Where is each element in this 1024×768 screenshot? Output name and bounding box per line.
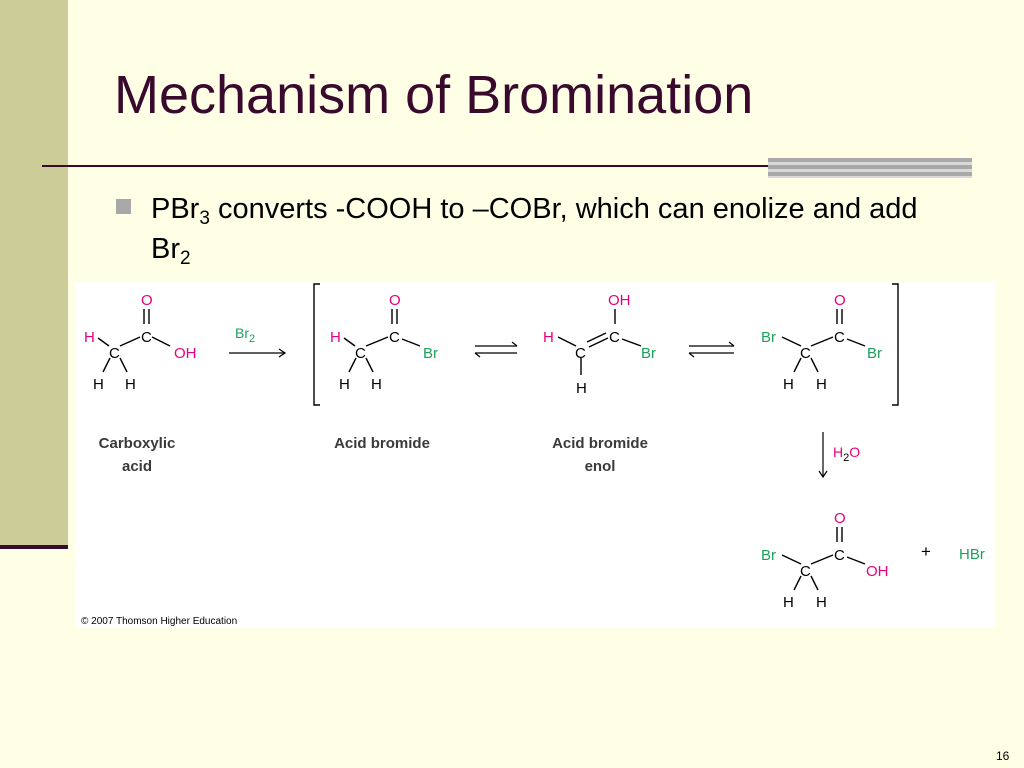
atom-o: O (389, 292, 401, 309)
atom-h: H (93, 376, 104, 393)
atom-oh: OH (866, 563, 889, 580)
caption-carboxylic-acid: Carboxylic (98, 435, 176, 452)
product-hbr: HBr (959, 546, 985, 563)
atom-br: Br (867, 345, 882, 362)
atom-br: Br (761, 547, 776, 564)
slide-title: Mechanism of Bromination (114, 65, 754, 125)
reagent-o: O (849, 444, 861, 460)
title-accent-stripes (768, 158, 972, 178)
reagent-h: H (833, 444, 844, 460)
bullet-part: PBr (151, 193, 200, 225)
atom-c: C (575, 345, 586, 362)
atom-h: H (816, 376, 827, 393)
atom-c: C (141, 329, 152, 346)
bromination-mechanism-figure (75, 282, 995, 628)
atom-h: H (84, 329, 95, 346)
atom-h: H (339, 376, 350, 393)
bullet-subscript: 2 (180, 248, 191, 269)
caption-carboxylic-acid-line2: acid (121, 458, 153, 475)
atom-oh: OH (174, 345, 197, 362)
reagent-br: Br (235, 325, 249, 341)
caption-acid-bromide-enol-line2: enol (584, 458, 616, 475)
atom-c: C (834, 329, 845, 346)
caption-acid-bromide-enol: Acid bromide (552, 435, 648, 452)
atom-br: Br (641, 345, 656, 362)
atom-o: O (834, 292, 846, 309)
page-number: 16 (996, 749, 1010, 763)
left-decorative-bar (0, 0, 68, 545)
reaction-arrows (229, 342, 827, 477)
atom-c: C (800, 563, 811, 580)
atom-o: O (834, 510, 846, 527)
bullet-part: converts -COOH to –COBr, which can enolize and add Br (151, 193, 918, 265)
atom-h: H (783, 594, 794, 611)
reagent-br2 (235, 325, 255, 345)
atom-c: C (609, 329, 620, 346)
plus-sign: + (921, 542, 931, 561)
left-bar-underline (0, 545, 68, 549)
atom-br: Br (423, 345, 438, 362)
atom-br: Br (761, 329, 776, 346)
bullet-text (151, 189, 951, 269)
atom-h: H (330, 329, 341, 346)
bond-lines (98, 284, 898, 590)
atom-h: H (816, 594, 827, 611)
atom-c: C (800, 345, 811, 362)
atom-c: C (109, 345, 120, 362)
atom-o: O (141, 292, 153, 309)
mechanism-diagram (75, 282, 995, 628)
atom-c: C (355, 345, 366, 362)
atom-c: C (834, 547, 845, 564)
atom-h: H (543, 329, 554, 346)
bullet-subscript: 3 (199, 208, 210, 229)
reagent-h2o (833, 444, 860, 464)
copyright-notice: © 2007 Thomson Higher Education (81, 616, 238, 627)
bullet-marker (116, 199, 131, 214)
reagent-br-subscript: 2 (249, 333, 256, 345)
reagent-h-subscript: 2 (843, 452, 850, 464)
atom-h: H (783, 376, 794, 393)
atom-h: H (125, 376, 136, 393)
caption-acid-bromide: Acid bromide (334, 435, 430, 452)
atom-h: H (576, 380, 587, 397)
atom-c: C (389, 329, 400, 346)
atom-oh: OH (608, 292, 631, 309)
atom-h: H (371, 376, 382, 393)
